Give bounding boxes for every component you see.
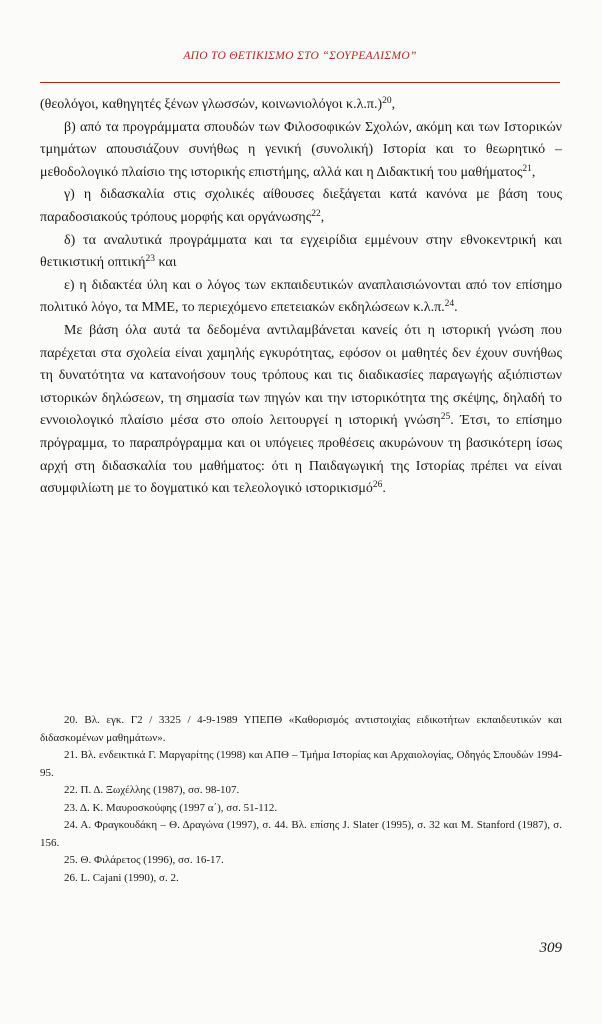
paragraph-text: (θεολόγοι, καθηγητές ξένων γλωσσών, κοινωνιολόγοι κ.λ.π.) — [40, 97, 383, 112]
footnote-22: 22. Π. Δ. Ξωχέλλης (1987), σσ. 98-107. — [64, 784, 240, 796]
paragraph-1 — [40, 94, 562, 117]
footnote-21: 21. Βλ. ενδεικτικά Γ. Μαργαρίτης (1998) και ΑΠΘ – Τμήμα Ιστορίας και Αρχαιολογίας, Οδηγός Σπουδών 1994-95. — [40, 749, 562, 779]
footnote-24: 24. Α. Φραγκουδάκη – Θ. Δραγώνα (1997), σ. 44. Βλ. επίσης J. Slater (1995), σ. 32 και M. Stanford (1987), σ. 156. — [40, 819, 562, 849]
footnote-ref-26: 26 — [372, 480, 383, 491]
paragraph-tail: , — [391, 97, 396, 112]
paragraph-tail: , — [320, 209, 325, 225]
paragraph-text: β) από τα προγράμματα σπουδών των Φιλοσοφικών Σχολών, ακόμη και των Ιστορικών τμημάτων απουσιάζουν συνήθως η γενική (συνολική) Ιστορία και το θεωρητικό – μεθοδολογικό πλαίσιο της ιστορικής επιστήμης, αλλά και η Διδακτική του μαθήματος — [40, 119, 562, 180]
footnote-26: 26. L. Cajani (1990), σ. 2. — [64, 871, 179, 884]
paragraph-4 — [40, 230, 562, 275]
footnote-ref-22: 22 — [311, 208, 321, 219]
footnote-ref-23: 23 — [145, 254, 155, 265]
paragraph-2 — [40, 117, 562, 185]
paragraph-tail: και — [154, 255, 177, 271]
paragraph-3 — [40, 184, 562, 229]
paragraph-tail: . — [454, 300, 458, 316]
paragraph-tail: . — [382, 481, 386, 497]
footnote-ref-20: 20 — [382, 96, 392, 106]
footnote-ref-24: 24 — [444, 299, 455, 310]
page-number: 309 — [539, 940, 562, 956]
header-rule — [40, 82, 560, 83]
paragraph-text: δ) τα αναλυτικά προγράμματα και τα εγχειρίδια εμμένουν στην εθνοκεντρική και θετικιστική οπτική — [40, 232, 562, 271]
footnote-23: 23. Δ. Κ. Μαυροσκούφης (1997 α΄), σσ. 51-112. — [64, 801, 278, 814]
footnote-25: 25. Θ. Φιλάρετος (1996), σσ. 16-17. — [64, 854, 224, 866]
main-text — [40, 94, 562, 501]
paragraph-tail: , — [531, 164, 536, 180]
footnotes — [40, 712, 562, 887]
paragraph-text-continued: . Έτσι, το επίσημο πρόγραμμα, το παραπρόγραμμα και οι υπόγειες προθέσεις ακυρώνουν τη βασικότερη ίσως αρχή στη διδασκαλία του μαθήματος: ότι η Παιδαγωγική της Ιστορίας πρέπει να είναι ασυμφιλίωτη με το δογματικό και τελεολογικό ιστορικισμό — [40, 413, 562, 497]
paragraph-text: γ) η διδασκαλία στις σχολικές αίθουσες διεξάγεται κατά κανόνα με βάση τους παραδοσιακούς τρόπους μορφής και οργάνωσης — [40, 187, 562, 225]
footnote-ref-21: 21 — [522, 163, 532, 174]
paragraph-6 — [40, 320, 562, 501]
running-head: ΑΠΟ ΤΟ ΘΕΤΙΚΙΣΜΟ ΣΤΟ “ΣΟΥΡΕΑΛΙΣΜΟ” — [183, 50, 417, 62]
paragraph-5 — [40, 275, 562, 320]
paragraph-text: ε) η διδακτέα ύλη και ο λόγος των εκπαιδευτικών αναπλαισιώνονται από τον επίσημο πολιτικό λόγο, τα ΜΜΕ, το περιεχόμενο επετειακών εκδηλώσεων κ.λ.π. — [40, 277, 562, 316]
paragraph-text: Με βάση όλα αυτά τα δεδομένα αντιλαμβάνεται κανείς ότι η ιστορική γνώση που παρέχεται στα σχολεία είναι χαμηλής εγκυρότητας, εφόσον οι μαθητές δεν έχουν συνήθως τη δυνατότητα να κατανοήσουν τους τρόπους και τις διαδικασίες παραγωγής αξιόπιστων ιστορικών δηλώσεων, τη σημασία των πηγών και την ιστορικότητα της σκέψης, δηλαδή το εννοιολογικό πλαίσιο μέσα στο οποίο λειτουργεί η ιστορική γνώση — [40, 322, 562, 429]
footnote-ref-25: 25 — [440, 412, 451, 423]
footnote-20: 20. Βλ. εγκ. Γ2 / 3325 / 4-9-1989 ΥΠΕΠΘ «Καθορισμός αντιστοιχίας ειδικοτήτων εκπαιδευτικών και διδασκομένων μαθημάτων». — [40, 714, 562, 744]
